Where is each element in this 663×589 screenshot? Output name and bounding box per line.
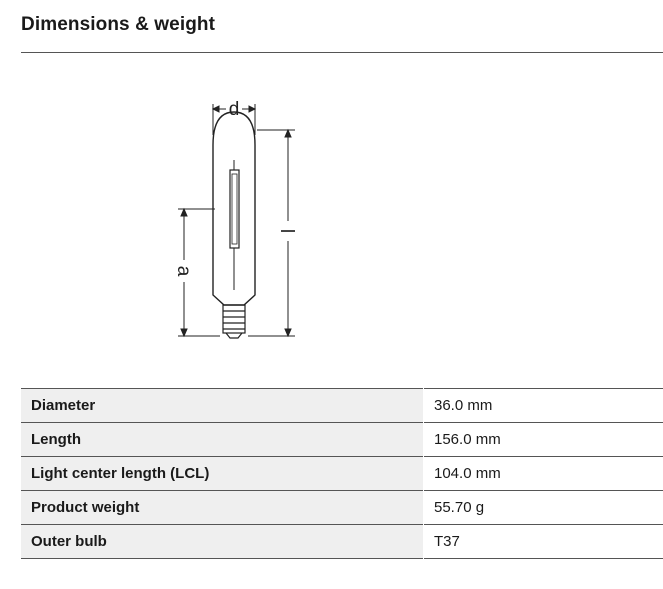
- arc-tube: [230, 170, 239, 248]
- spec-value: 156.0 mm: [424, 423, 663, 457]
- table-row: [21, 423, 663, 457]
- spec-label: Light center length (LCL): [21, 457, 424, 491]
- spec-value: 104.0 mm: [424, 457, 663, 491]
- dimension-d-label: d: [228, 99, 240, 120]
- spec-label: Length: [21, 423, 424, 457]
- spec-label: Product weight: [21, 491, 424, 525]
- spec-value: 36.0 mm: [424, 389, 663, 423]
- table-row: [21, 525, 663, 559]
- screw-base: [223, 305, 245, 338]
- spec-label: Outer bulb: [21, 525, 424, 559]
- table-row: [21, 491, 663, 525]
- section-title: Dimensions & weight: [21, 14, 216, 35]
- title-divider: [21, 52, 663, 53]
- dimensions-table: [21, 388, 663, 559]
- spec-value: 55.70 g: [424, 491, 663, 525]
- dimension-l-label: l: [279, 228, 300, 234]
- lamp-dimension-diagram: [160, 90, 320, 350]
- dimension-a-label: a: [173, 265, 194, 277]
- table-row: [21, 457, 663, 491]
- table-row: [21, 389, 663, 423]
- spec-value: T37: [424, 525, 663, 559]
- spec-label: Diameter: [21, 389, 424, 423]
